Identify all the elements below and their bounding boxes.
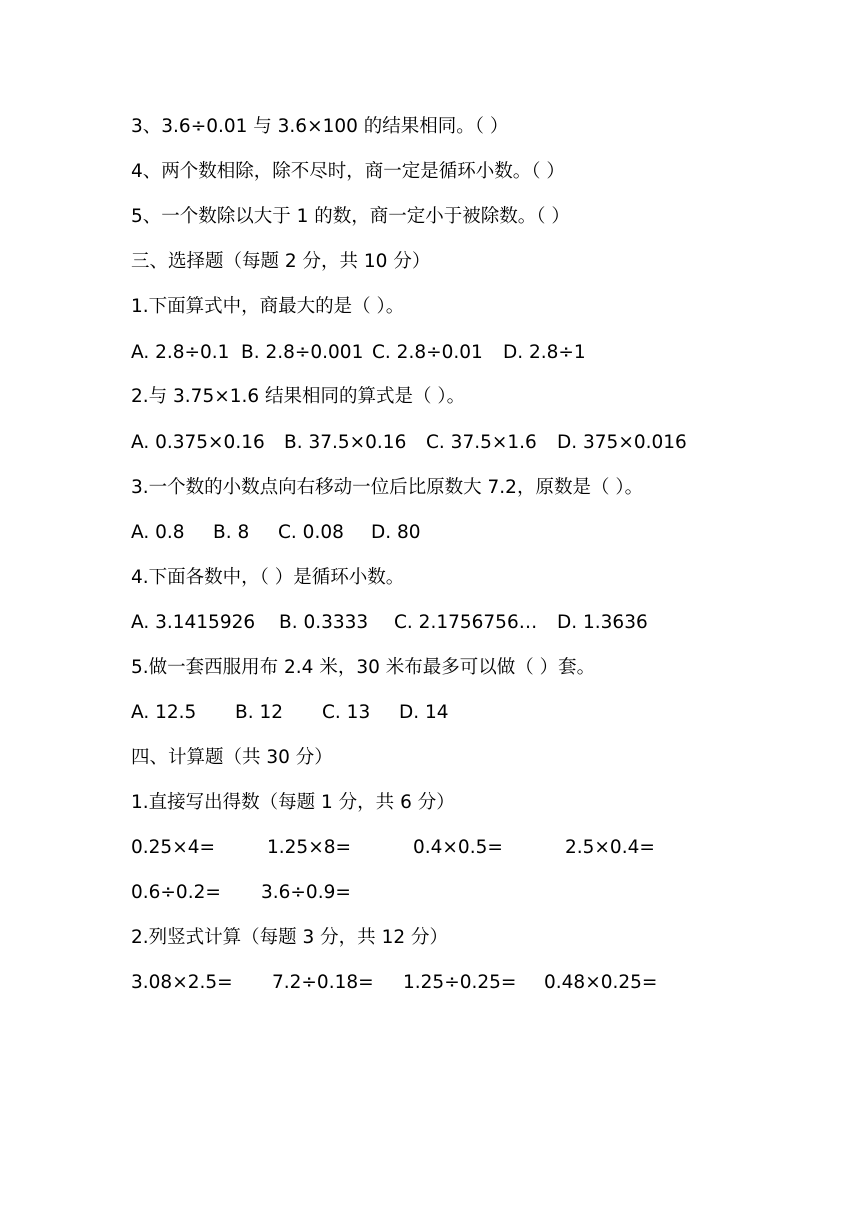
option-b: B. 37.5×0.16 [284, 432, 407, 453]
option-a: A. 0.8 [131, 522, 185, 543]
calc-item: 0.48×0.25= [544, 972, 658, 993]
calc-item: 1.25÷0.25= [403, 972, 517, 993]
judgement-q4: 4、两个数相除，除不尽时，商一定是循环小数。（ ） [131, 161, 565, 182]
calc-item: 2.5×0.4= [565, 837, 655, 858]
option-c: C. 2.1756756… [394, 612, 538, 633]
calc-direct-stem: 1.直接写出得数（每题 1 分，共 6 分） [131, 792, 455, 813]
option-b: B. 2.8÷0.001 [241, 342, 364, 363]
judgement-q3: 3、3.6÷0.01 与 3.6×100 的结果相同。（ ） [131, 116, 509, 137]
option-a: A. 12.5 [131, 702, 197, 723]
calc-vertical-stem: 2.列竖式计算（每题 3 分，共 12 分） [131, 927, 448, 948]
choice-q2-stem: 2.与 3.75×1.6 结果相同的算式是（ ）。 [131, 386, 466, 407]
choice-q5-stem: 5.做一套西服用布 2.4 米，30 米布最多可以做（ ）套。 [131, 657, 596, 678]
option-c: C. 2.8÷0.01 [372, 342, 483, 363]
option-a: A. 3.1415926 [131, 612, 256, 633]
option-c: C. 13 [322, 702, 371, 723]
option-d: D. 14 [399, 702, 449, 723]
option-a: A. 0.375×0.16 [131, 432, 265, 453]
calc-item: 0.4×0.5= [413, 837, 503, 858]
judgement-q5: 5、一个数除以大于 1 的数，商一定小于被除数。（ ） [131, 206, 570, 227]
choice-q1-stem: 1.下面算式中，商最大的是（ ）。 [131, 296, 405, 317]
option-d: D. 1.3636 [557, 612, 648, 633]
option-c: C. 0.08 [278, 522, 344, 543]
calc-item: 3.6÷0.9= [261, 882, 351, 903]
choice-q3-stem: 3.一个数的小数点向右移动一位后比原数大 7.2，原数是（ ）。 [131, 477, 644, 498]
option-d: D. 2.8÷1 [503, 342, 586, 363]
option-b: B. 0.3333 [279, 612, 369, 633]
option-d: D. 80 [371, 522, 421, 543]
calc-item: 7.2÷0.18= [272, 972, 374, 993]
section-heading-calc: 四、计算题（共 30 分） [131, 747, 333, 768]
calc-item: 0.25×4= [131, 837, 215, 858]
option-b: B. 12 [235, 702, 283, 723]
calc-item: 3.08×2.5= [131, 972, 233, 993]
calc-item: 0.6÷0.2= [131, 882, 221, 903]
choice-q4-stem: 4.下面各数中，（ ）是循环小数。 [131, 567, 405, 588]
option-b: B. 8 [213, 522, 250, 543]
option-a: A. 2.8÷0.1 [131, 342, 230, 363]
option-c: C. 37.5×1.6 [426, 432, 537, 453]
calc-item: 1.25×8= [267, 837, 351, 858]
section-heading-choice: 三、选择题（每题 2 分，共 10 分） [131, 251, 431, 272]
option-d: D. 375×0.016 [557, 432, 687, 453]
